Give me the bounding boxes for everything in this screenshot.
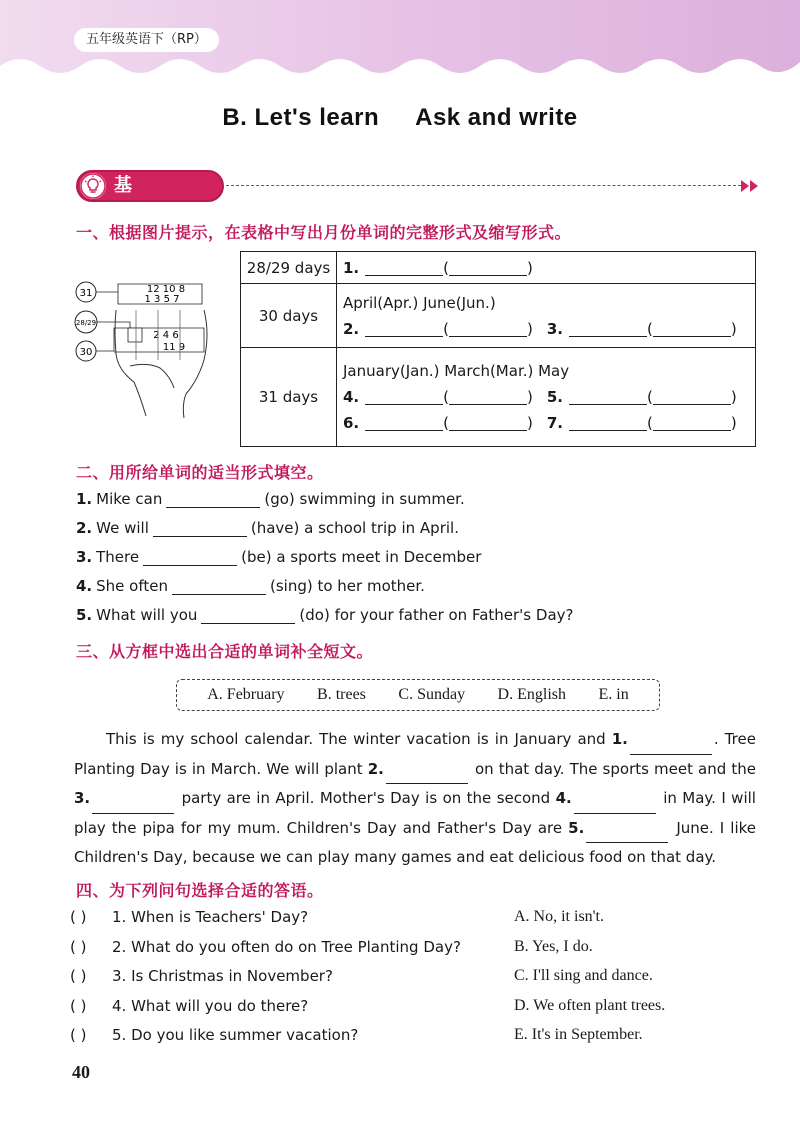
- answer-blank[interactable]: [449, 260, 527, 276]
- answer-blank[interactable]: [143, 550, 237, 566]
- lightbulb-icon: [80, 173, 106, 199]
- answer-blank[interactable]: [653, 389, 731, 405]
- answer-paren[interactable]: ( ): [70, 908, 87, 926]
- answer-blank[interactable]: [92, 798, 174, 814]
- banner-divider: [226, 185, 746, 186]
- answer-blank[interactable]: [449, 415, 527, 431]
- answer-blank[interactable]: [153, 521, 247, 537]
- qa-item: ( ) 2. What do you often do on Tree Planting Day? B. Yes, I do.: [70, 938, 593, 956]
- word-options-box: [176, 679, 660, 711]
- lesson-title-sub: Ask and write: [415, 104, 578, 131]
- word-option: C. Sunday: [398, 686, 466, 703]
- cloze-passage: This is my school calendar. The winter vacation is in January and 1. . Tree Planting Day is in March. We will plant 2. on that day. The sports meet and the 3. party are in April. Mother's Day is on the second 4. in May. I will play the pipa for my mum. Children's Day and Father's Day are 5. June. I like Children's Day, because we can play many games and eat delicious food on that day.: [74, 730, 756, 866]
- row-30-days: 30 days: [241, 284, 337, 348]
- qa-item: ( ) 3. Is Christmas in November? C. I'll sing and dance.: [70, 967, 653, 985]
- months-table: 28/29 days 1. ( ) 30 days April(Apr.) June(Jun.) 2. ( ) 3. ( ) 31 days January(Jan.) March(Mar.) May 4. ( ) 5. ( ) 6. ( ) 7. ( ): [240, 251, 756, 447]
- fill-item: 1. Mike can (go) swimming in summer.: [76, 490, 465, 508]
- answer-blank[interactable]: [569, 389, 647, 405]
- hand-finger-row2: 11 9: [162, 342, 186, 353]
- answer-blank[interactable]: [574, 798, 656, 814]
- given-months-30: April(Apr.) June(Jun.): [343, 293, 496, 312]
- row-2829-days: 28/29 days: [241, 252, 337, 284]
- hand-label-31: 31: [79, 288, 93, 299]
- answer-blank[interactable]: [365, 260, 443, 276]
- part1-heading: 一、根据图片提示，在表格中写出月份单词的完整形式及缩写形式。: [76, 223, 572, 242]
- answer-blank[interactable]: [386, 768, 468, 784]
- answer-blank[interactable]: [449, 321, 527, 337]
- row-31-days: 31 days: [241, 348, 337, 447]
- qa-item: ( ) 1. When is Teachers' Day? A. No, it isn't.: [70, 908, 604, 926]
- fill-item: 4. She often (sing) to her mother.: [76, 577, 425, 595]
- hand-finger-row1: 2 4 6: [153, 330, 179, 341]
- hand-top-row1: 12 10 8: [146, 284, 186, 295]
- word-option: E. in: [598, 686, 629, 703]
- hand-label-2829: 28/29: [75, 319, 97, 327]
- hand-knuckle-illustration: [74, 270, 214, 420]
- answer-blank[interactable]: [586, 827, 668, 843]
- fill-item: 3. There (be) a sports meet in December: [76, 548, 482, 566]
- word-option: A. February: [207, 686, 285, 703]
- answer-blank[interactable]: [449, 389, 527, 405]
- answer-blank[interactable]: [365, 389, 443, 405]
- answer-paren[interactable]: ( ): [70, 967, 87, 985]
- part4-heading: 四、为下列问句选择合适的答语。: [76, 881, 324, 900]
- answer-blank[interactable]: [166, 492, 260, 508]
- answer-blank[interactable]: [569, 321, 647, 337]
- fill-item: 2. We will (have) a school trip in April.: [76, 519, 459, 537]
- section-banner-label: 基础巩固: [114, 175, 134, 292]
- word-option: D. English: [497, 686, 566, 703]
- part3-heading: 三、从方框中选出合适的单词补全短文。: [76, 642, 374, 661]
- hand-label-30: 30: [79, 347, 93, 358]
- answer-blank[interactable]: [653, 321, 731, 337]
- answer-blank[interactable]: [653, 415, 731, 431]
- answer-blank[interactable]: [172, 579, 266, 595]
- book-tag: 五年级英语下（RP）: [74, 28, 219, 52]
- double-arrow-icon: [740, 178, 760, 194]
- qa-item: ( ) 4. What will you do there? D. We often plant trees.: [70, 997, 666, 1015]
- answer-paren[interactable]: ( ): [70, 1026, 87, 1044]
- answer-blank[interactable]: [569, 415, 647, 431]
- answer-blank[interactable]: [365, 321, 443, 337]
- answer-paren[interactable]: ( ): [70, 938, 87, 956]
- answer-blank[interactable]: [365, 415, 443, 431]
- hand-top-row2: 1 3 5 7: [144, 294, 180, 305]
- word-option: B. trees: [317, 686, 366, 703]
- qa-item: ( ) 5. Do you like summer vacation? E. It's in September.: [70, 1026, 643, 1044]
- part2-heading: 二、用所给单词的适当形式填空。: [76, 463, 324, 482]
- lesson-title-main: B. Let's learn: [222, 104, 380, 131]
- answer-blank[interactable]: [201, 608, 295, 624]
- answer-blank[interactable]: [630, 739, 712, 755]
- answer-paren[interactable]: ( ): [70, 997, 87, 1015]
- page-number: 40: [72, 1062, 90, 1082]
- given-months-31: January(Jan.) March(Mar.) May: [343, 362, 570, 380]
- lesson-title: [0, 104, 800, 132]
- fill-item: 5. What will you (do) for your father on Father's Day?: [76, 606, 574, 624]
